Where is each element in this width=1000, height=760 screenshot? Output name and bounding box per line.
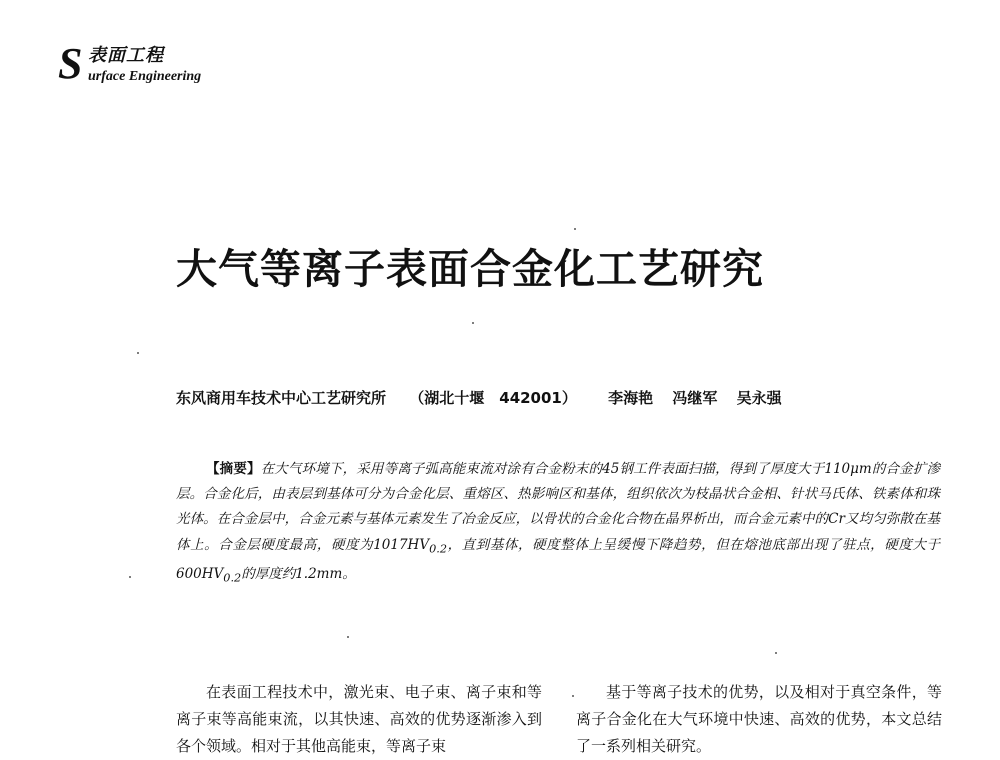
scan-speck xyxy=(472,322,474,324)
journal-logo-letter: S xyxy=(58,39,83,88)
abstract-text-3: 的厚度约1.2mm。 xyxy=(241,565,356,582)
abstract-subscript: 0.2 xyxy=(429,542,447,556)
abstract-subscript: 0.2 xyxy=(223,571,242,585)
body-paragraph: 在表面工程技术中，激光束、电子束、离子束和等离子束等高能束流，以其快速、高效的优势逐渐渗入到各个领域。相对于其他高能束，等离子束 xyxy=(176,683,542,755)
author-name: 冯继军 xyxy=(672,389,718,407)
author-name: 吴永强 xyxy=(736,389,782,407)
abstract-text-2: ，直到基体，硬度整体上呈缓慢下降趋势，但在熔池底部出现了驻点，硬度大于600HV xyxy=(176,536,941,582)
author-location: （湖北十堰 442001） xyxy=(409,389,577,407)
abstract-label: 【摘要】 xyxy=(206,461,261,477)
body-column-left xyxy=(176,679,542,760)
journal-logo xyxy=(58,40,238,90)
author-name: 李海艳 xyxy=(608,389,654,407)
body-column-right xyxy=(576,679,942,760)
scan-speck xyxy=(775,652,777,654)
scan-speck xyxy=(137,352,139,354)
abstract xyxy=(176,457,940,590)
author-line xyxy=(176,387,796,409)
author-affiliation: 东风商用车技术中心工艺研究所 xyxy=(176,389,387,407)
scan-speck xyxy=(129,576,131,578)
scan-speck xyxy=(572,695,574,697)
paper-title: 大气等离子表面合金化工艺研究 xyxy=(176,245,764,293)
journal-name-en: urface Engineering xyxy=(88,69,202,84)
scan-speck xyxy=(347,636,349,638)
abstract-text: 在大气环境下，采用等离子弧高能束流对涂有合金粉末的45钢工件表面扫描，得到了厚度大于110μm的合金扩渗层。合金化后，由表层到基体可分为合金化层、重熔区、热影响区和基体，组织依次为枝晶状合金相、针状马氏体、铁素体和珠光体。在合金层中，合金元素与基体元素发生了冶金反应，以骨状的合金化合物在晶界析出，而合金元素中的Cr又均匀弥散在基体上。合金层硬度最高，硬度为1017HV xyxy=(176,461,940,553)
scan-speck xyxy=(574,228,576,230)
body-paragraph: 基于等离子技术的优势，以及相对于真空条件，等离子合金化在大气环境中快速、高效的优势，本文总结了一系列相关研究。 xyxy=(576,683,942,755)
journal-name-cn: 表面工程 xyxy=(88,45,164,66)
